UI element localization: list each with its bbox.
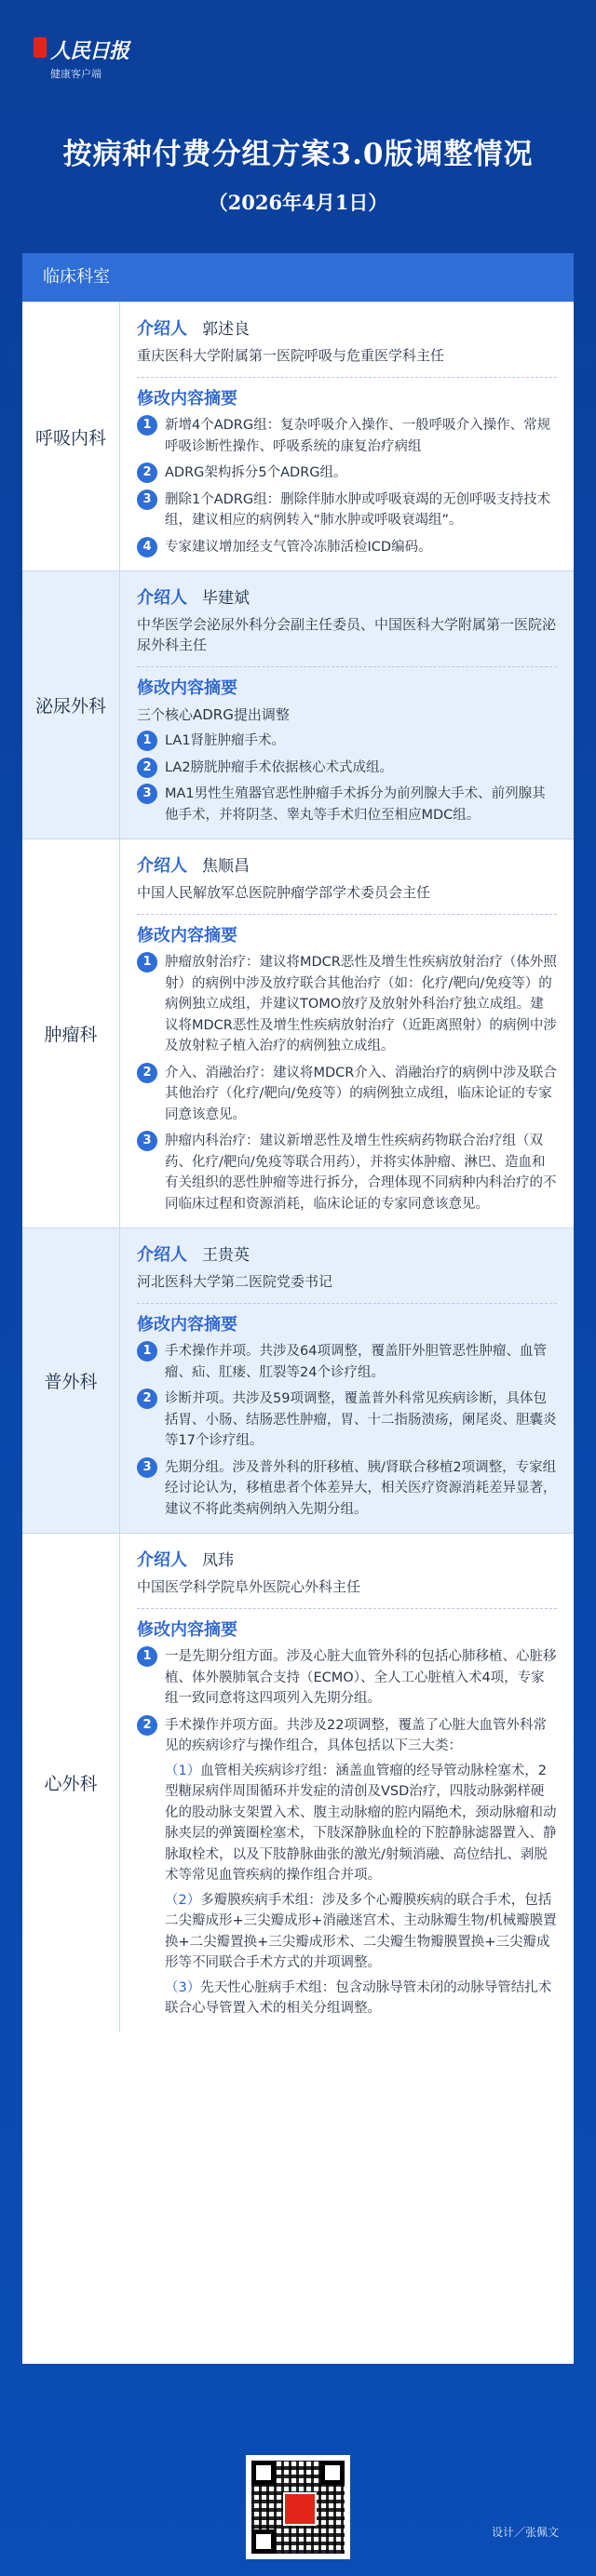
intro-row [137, 1547, 557, 1571]
subitem-number: （1） [165, 1763, 201, 1778]
brand-mark-icon [34, 37, 47, 58]
change-item [137, 952, 557, 1057]
item-number-badge: 1 [137, 1646, 157, 1667]
dept-name: 呼吸内科 [22, 302, 120, 570]
subitem [165, 1761, 557, 1886]
item-text: LA2膀胱肿瘤手术依据核心术式成组。 [165, 759, 394, 775]
intro-affiliation: 河北医科大学第二医院党委书记 [137, 1273, 333, 1290]
changes-label: 修改内容摘要 [137, 389, 237, 409]
change-item [137, 1341, 557, 1383]
item-number-badge: 3 [137, 784, 157, 804]
dept-section [22, 1228, 574, 1533]
item-number-badge: 2 [137, 1715, 157, 1736]
subitem-text: 多瓣膜疾病手术组：涉及多个心瓣膜疾病的联合手术，包括二尖瓣成形+三尖瓣成形+消融迷宫术、主动脉瓣生物/机械瓣膜置换+二尖瓣置换+三尖瓣成形术、二尖瓣生物瓣膜置换+三尖瓣成形等不同联合手术方式的并项调整。 [165, 1892, 557, 1970]
item-text: 一是先期分组方面。涉及心脏大血管外科的包括心肺移植、心脏移植、体外膜肺氧合支持（ECMO）、全人工心脏植入术4项，专家组一致同意将这四项列入先期分组。 [165, 1649, 557, 1706]
change-item [137, 1131, 557, 1214]
item-text: 删除1个ADRG组：删除伴肺水肿或呼吸衰竭的无创呼吸支持技术组，建议相应的病例转入“肺水肿或呼吸衰竭组”。 [165, 491, 551, 528]
subitem-text: 血管相关疾病诊疗组：涵盖血管瘤的经导管动脉栓塞术，2型糖尿病伴周围循环并发症的清创及VSD治疗，四肢动脉粥样硬化的股动脉支架置入术、腹主动脉瘤的腔内隔绝术，颈动脉瘤和动脉夹层的弹簧圈栓塞术，下肢深静脉血栓的下腔静脉滤器置入、静脉取栓术，以及下肢静脉曲张的激光/射频消融、高位结扎、剥脱术等常见血管疾病的操作组合并项。 [165, 1763, 557, 1883]
dept-section [22, 302, 574, 570]
card-header: 临床科室 [22, 253, 574, 302]
item-text: 专家建议增加经支气管冷冻肺活检ICD编码。 [165, 539, 432, 555]
intro-label: 介绍人 [137, 1245, 187, 1265]
intro-row [137, 852, 557, 877]
dept-section [22, 570, 574, 839]
divider [137, 377, 557, 378]
change-item [137, 537, 557, 558]
dept-name: 泌尿外科 [22, 571, 120, 839]
dept-name: 心外科 [22, 1534, 120, 2033]
changes-label: 修改内容摘要 [137, 1315, 237, 1335]
intro-affiliation: 中华医学会泌尿外科分会副主任委员、中国医科大学附属第一医院泌尿外科主任 [137, 616, 557, 653]
intro-person: 凤玮 [202, 1551, 234, 1570]
sections-container [22, 302, 574, 2033]
item-number-badge: 1 [137, 415, 157, 436]
brand-sub: 健康客户端 [50, 68, 102, 80]
item-number-badge: 3 [137, 1457, 157, 1478]
item-text: 手术操作并项。共涉及64项调整，覆盖肝外胆管恶性肿瘤、血管瘤、疝、肛瘘、肛裂等24个诊疗组。 [165, 1344, 547, 1380]
intro-label: 介绍人 [137, 319, 187, 339]
intro-person: 毕建斌 [202, 589, 250, 608]
changes-label: 修改内容摘要 [137, 926, 237, 946]
intro-affiliation: 中国医学科学院阜外医院心外科主任 [137, 1578, 361, 1595]
intro-label: 介绍人 [137, 1550, 187, 1570]
intro-label: 介绍人 [137, 588, 187, 608]
intro-affiliation: 重庆医科大学附属第一医院呼吸与危重医学科主任 [137, 347, 445, 364]
subitem-number: （2） [165, 1892, 201, 1908]
change-item [137, 1646, 557, 1710]
item-number-badge: 1 [137, 731, 157, 751]
content-card [22, 253, 574, 2364]
item-number-badge: 2 [137, 463, 157, 483]
item-number-badge: 3 [137, 1131, 157, 1151]
item-text: 新增4个ADRG组：复杂呼吸介入操作、一般呼吸介入操作、常规呼吸诊断性操作、呼吸系统的康复治疗病组 [165, 418, 551, 454]
divider [137, 1608, 557, 1609]
intro-person: 焦顺昌 [202, 857, 250, 876]
intro-person: 郭述良 [202, 320, 250, 339]
intro-affiliation: 中国人民解放军总医院肿瘤学部学术委员会主任 [137, 884, 431, 901]
changes-label: 修改内容摘要 [137, 1620, 237, 1640]
item-number-badge: 4 [137, 537, 157, 557]
item-text: ADRG架构拆分5个ADRG组。 [165, 465, 347, 480]
changes-label: 修改内容摘要 [137, 678, 237, 698]
change-item [137, 1063, 557, 1126]
dept-body [120, 1228, 574, 1533]
item-number-badge: 1 [137, 952, 157, 973]
subitem-number: （3） [165, 1979, 201, 1995]
item-text: 肿瘤放射治疗：建议将MDCR恶性及增生性疾病放射治疗（体外照射）的病例中涉及放疗联合其他治疗（如：化疗/靶向/免疫等）的病例独立成组，并建议TOMO放疗及放射外科治疗独立成组。建议将MDCR恶性及增生性疾病放射治疗（近距离照射）的病例中涉及放射粒子植入治疗的病例独立成组。 [165, 955, 557, 1053]
change-item [137, 784, 557, 825]
change-item [137, 1389, 557, 1452]
change-item [137, 490, 557, 531]
changes-lead: 三个核心ADRG提出调整 [137, 706, 290, 723]
subitems-list [137, 1761, 557, 2019]
intro-row [137, 584, 557, 609]
item-text: 诊断并项。共涉及59项调整，覆盖普外科常见疾病诊断，具体包括胃、小肠、结肠恶性肿瘤，胃、十二指肠溃疡，阑尾炎、胆囊炎等17个诊疗组。 [165, 1391, 557, 1448]
brand-name: 人民日报 [50, 39, 129, 63]
dept-body [120, 1534, 574, 2033]
change-item [137, 731, 557, 752]
change-item [137, 463, 557, 484]
item-text: 先期分组。涉及普外科的肝移植、胰/肾联合移植2项调整，专家组经讨论认为，移植患者个体差异大，相关医疗资源消耗差异显著，建议不将此类病例纳入先期分组。 [165, 1459, 557, 1517]
subitem [165, 1890, 557, 1974]
divider [137, 666, 557, 667]
dept-name: 普外科 [22, 1228, 120, 1533]
subitem [165, 1978, 557, 2019]
item-text: MA1男性生殖器官恶性肿瘤手术拆分为前列腺大手术、前列腺其他手术，并将阴茎、睾丸等手术归位至相应MDC组。 [165, 786, 546, 823]
page-date: （2026年4月1日） [208, 191, 388, 214]
subitem-text: 先天性心脏病手术组：包含动脉导管未闭的动脉导管结扎术联合心导管置入术的相关分组调整。 [165, 1979, 552, 2016]
dept-body [120, 839, 574, 1228]
dept-body [120, 571, 574, 839]
divider [137, 1303, 557, 1304]
item-number-badge: 3 [137, 490, 157, 510]
brand-logo [34, 35, 136, 84]
intro-row [137, 1241, 557, 1266]
intro-label: 介绍人 [137, 856, 187, 876]
dept-section [22, 1533, 574, 2033]
divider [137, 914, 557, 915]
change-item [137, 1457, 557, 1521]
page-title: 按病种付费分组方案3.0版调整情况 [62, 138, 534, 171]
intro-row [137, 315, 557, 340]
item-text: 介入、消融治疗：建议将MDCR介入、消融治疗的病例中涉及联合其他治疗（化疗/靶向/免疫等）的病例独立成组，临床论证的专家同意该意见。 [165, 1065, 557, 1122]
intro-person: 王贵英 [202, 1246, 250, 1265]
change-item [137, 758, 557, 779]
change-item [137, 415, 557, 457]
qr-code-icon[interactable] [246, 2455, 350, 2559]
item-text: 手术操作并项方面。共涉及22项调整，覆盖了心脏大血管外科常见的疾病诊疗与操作组合，具体包括以下三大类： [165, 1717, 547, 1753]
item-number-badge: 2 [137, 1063, 157, 1083]
item-text: 肿瘤内科治疗：建议新增恶性及增生性疾病药物联合治疗组（双药、化疗/靶向/免疫等联合用药），并将实体肿瘤、淋巴、造血和有关组织的恶性肿瘤等进行拆分，合理体现不同病种内科治疗的不同临床过程和资源消耗，临床论证的专家同意该意见。 [165, 1134, 557, 1212]
design-credit: 设计／张佩文 [491, 2526, 559, 2539]
dept-name: 肿瘤科 [22, 839, 120, 1228]
dept-body [120, 302, 574, 570]
item-number-badge: 2 [137, 758, 157, 778]
item-number-badge: 2 [137, 1389, 157, 1409]
change-item [137, 1715, 557, 1757]
item-text: LA1肾脏肿瘤手术。 [165, 733, 286, 748]
dept-section [22, 839, 574, 1228]
item-number-badge: 1 [137, 1341, 157, 1362]
